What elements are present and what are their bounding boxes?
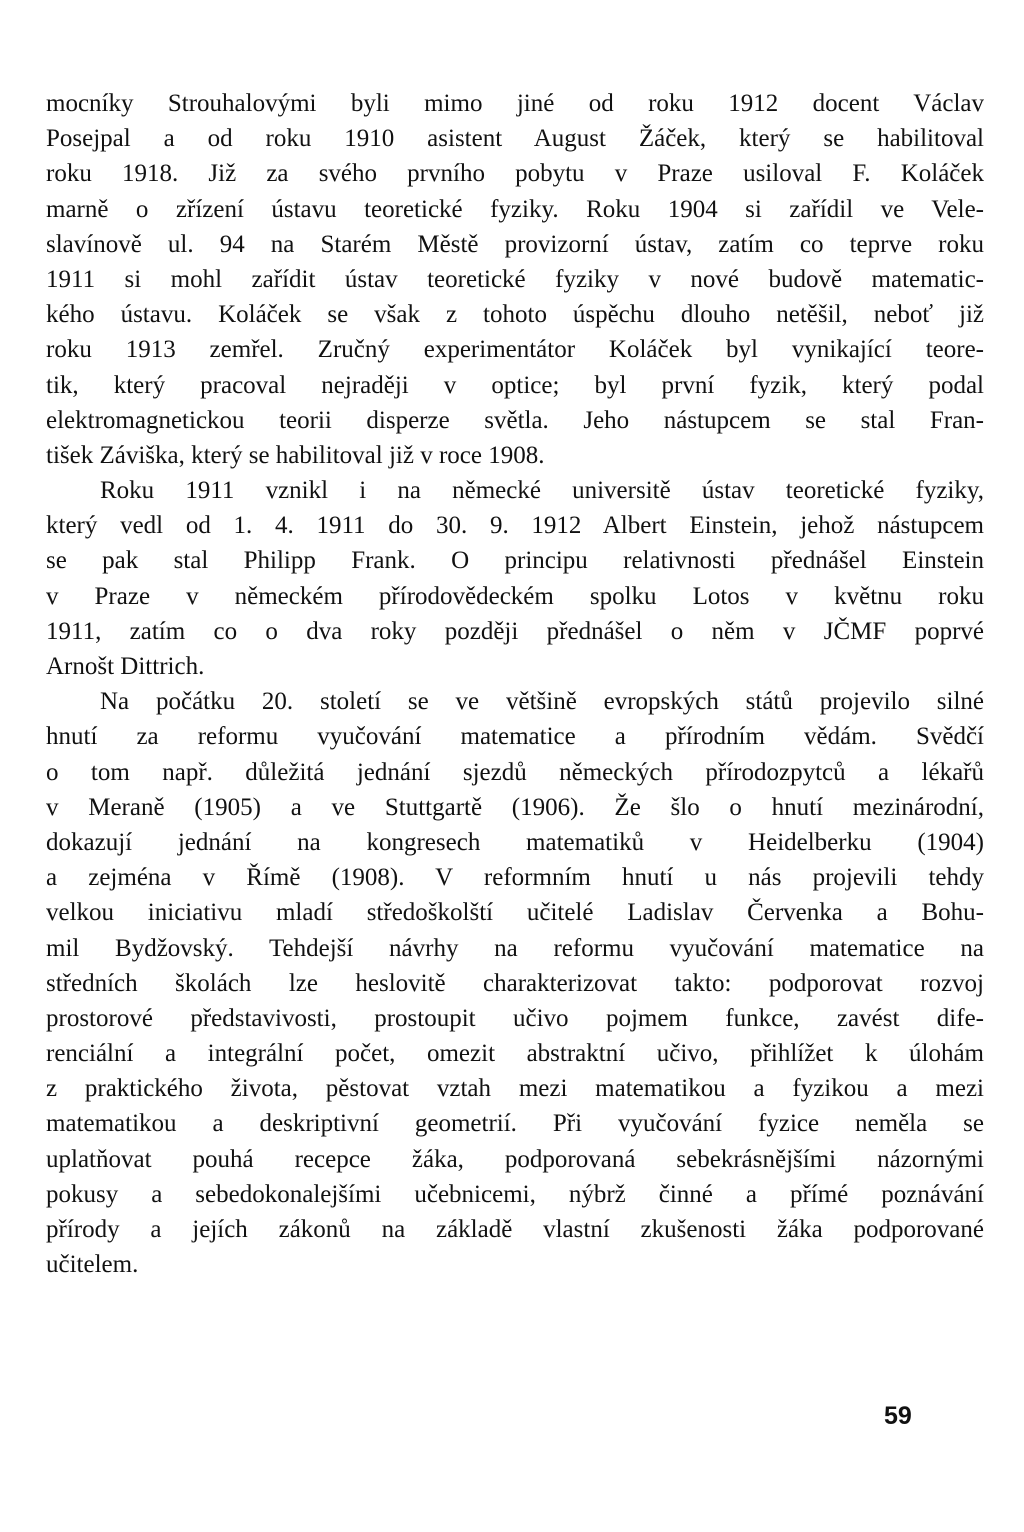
text-line: elektromagnetickou teorii disperze světla. Jeho nástupcem se stal Fran-	[46, 406, 984, 434]
text-line: Arnošt Dittrich.	[46, 653, 205, 680]
text-line: renciální a integrální počet, omezit abstraktní učivo, přihlížet k úlohám	[46, 1040, 984, 1068]
text-line: Posejpal a od roku 1910 asistent August Žáček, který se habilitoval	[46, 125, 984, 153]
paragraph-1	[46, 86, 984, 473]
text-line: v Praze v německém přírodovědeckém spolku Lotos v květnu roku	[46, 582, 984, 610]
text-line: Na počátku 20. století se ve většině evropských států projevilo silné	[100, 688, 984, 716]
text-line: pokusy a sebedokonalejšími učebnicemi, nýbrž činné a přímé poznávání	[46, 1180, 984, 1208]
text-line: se pak stal Philipp Frank. O principu relativnosti přednášel Einstein	[46, 547, 984, 575]
paragraph-3	[46, 684, 984, 1282]
text-line: hnutí za reformu vyučování matematice a přírodním vědám. Svědčí	[46, 723, 984, 751]
text-line: kého ústavu. Koláček se však z tohoto úspěchu dlouho netěšil, neboť již	[46, 301, 984, 329]
text-line: matematikou a deskriptivní geometrií. Při vyučování fyzice neměla se	[46, 1110, 984, 1138]
text-line: přírody a jejích zákonů na základě vlastní zkušenosti žáka podporované	[46, 1216, 984, 1243]
text-line: z praktického života, pěstovat vztah mezi matematikou a fyzikou a mezi	[46, 1075, 984, 1103]
text-line: mil Bydžovský. Tehdejší návrhy na reformu vyučování matematice na	[46, 934, 984, 962]
text-line: středních školách lze heslovitě charakterizovat takto: podporovat rozvoj	[46, 969, 984, 997]
text-line: 1911, zatím co o dva roky později přednášel o něm v JČMF poprvé	[46, 617, 984, 645]
text-line: dokazují jednání na kongresech matematiků v Heidelberku (1904)	[46, 828, 984, 856]
text-line: prostorové představivosti, prostoupit učivo pojmem funkce, zavést dife-	[46, 1004, 984, 1032]
text-line: slavínově ul. 94 na Starém Městě provizorní ústav, zatím co teprve roku	[46, 230, 984, 258]
text-line: učitelem.	[46, 1251, 139, 1279]
text-line: a zejména v Římě (1908). V reformním hnutí u nás projevili tehdy	[46, 864, 984, 892]
text-line: o tom např. důležitá jednání sjezdů německých přírodozpytců a lékařů	[46, 758, 984, 786]
text-line: tišek Záviška, který se habilitoval již v roce 1908.	[46, 441, 545, 469]
body-text	[46, 86, 984, 1282]
text-line: roku 1913 zemřel. Zručný experimentátor Koláček byl vynikající teore-	[46, 336, 984, 364]
text-line: který vedl od 1. 4. 1911 do 30. 9. 1912 Albert Einstein, jehož nástupcem	[46, 512, 984, 540]
text-line: mocníky Strouhalovými byli mimo jiné od roku 1912 docent Václav	[46, 90, 984, 117]
text-line: v Meraně (1905) a ve Stuttgartě (1906). Že šlo o hnutí mezinárodní,	[46, 793, 984, 821]
text-line: uplatňovat pouhá recepce žáka, podporovaná sebekrásnějšími názornými	[46, 1145, 984, 1173]
text-line: marně o zřízení ústavu teoretické fyziky. Roku 1904 si zařídil ve Vele-	[46, 195, 984, 223]
text-line: Roku 1911 vznikl i na německé universitě ústav teoretické fyziky,	[100, 477, 984, 505]
page-number: 59	[884, 1402, 912, 1430]
paragraph-2	[46, 473, 984, 684]
text-line: 1911 si mohl zařídit ústav teoretické fyziky v nové budově matematic-	[46, 265, 984, 293]
text-line: tik, který pracoval nejraději v optice; byl první fyzik, který podal	[46, 371, 984, 399]
text-line: velkou iniciativu mladí středoškolští učitelé Ladislav Červenka a Bohu-	[46, 899, 984, 927]
text-line: roku 1918. Již za svého prvního pobytu v Praze usiloval F. Koláček	[46, 160, 984, 188]
